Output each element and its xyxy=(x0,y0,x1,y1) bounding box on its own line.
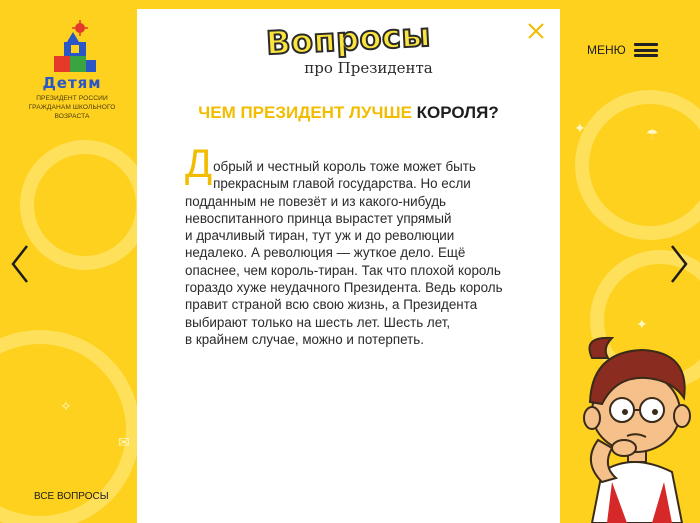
answer-line: гораздо хуже неудачного Президента. Ведь король xyxy=(185,280,503,296)
sparkle-icon: ✧ xyxy=(60,399,72,415)
menu-label: МЕНЮ xyxy=(587,43,626,57)
chevron-right-icon[interactable] xyxy=(668,244,690,284)
drop-cap: Д xyxy=(185,142,213,186)
menu-button[interactable] xyxy=(587,40,658,60)
answer-line: правит страной всю свою жизнь, а Президента xyxy=(185,297,478,313)
answer-line: невоспитанного принца вырастет упрямый xyxy=(185,210,452,226)
answer-line: и драчливый тиран, тут уж и до революции xyxy=(185,228,455,244)
background-swirl xyxy=(20,140,150,270)
question-title xyxy=(137,103,560,123)
answer-line: опаснее, чем король-тиран. Так что плохой король xyxy=(185,262,501,278)
logo-caption-line: ВОЗРАСТА xyxy=(54,113,90,120)
sparkle-icon: ✦ xyxy=(574,121,586,137)
logo-caption xyxy=(22,94,122,121)
background-swirl xyxy=(575,90,700,240)
answer-line: недалеко. А революция — жуткое дело. Ещё xyxy=(185,245,466,261)
chevron-left-icon[interactable] xyxy=(9,244,31,284)
brand-subtitle: про Президента xyxy=(304,59,433,77)
thinking-boy-illustration xyxy=(572,332,700,523)
logo[interactable] xyxy=(22,20,122,121)
logo-text: Детям xyxy=(42,74,102,92)
question-title-dark: КОРОЛЯ? xyxy=(416,103,499,122)
answer-line: подданным не повезёт и из какого-нибудь xyxy=(185,193,447,209)
logo-caption-line: ПРЕЗИДЕНТ РОССИИ xyxy=(36,95,108,102)
answer-line: в крайнем случае, можно и потерпеть. xyxy=(185,331,424,347)
question-title-accent: ЧЕМ ПРЕЗИДЕНТ ЛУЧШЕ xyxy=(198,103,412,122)
envelope-icon: ✉ xyxy=(118,435,130,451)
answer-line: прекрасным главой государства. Но если xyxy=(213,176,471,192)
sparkle-icon: ✦ xyxy=(636,317,648,333)
answer-line: обрый и честный король тоже может быть xyxy=(213,159,476,174)
question-card xyxy=(137,9,560,523)
logo-caption-line: ГРАЖДАНАМ ШКОЛЬНОГО xyxy=(28,104,116,111)
brand-title: Вопросы xyxy=(265,15,432,63)
section-brand xyxy=(137,15,560,77)
umbrella-icon: ☂ xyxy=(646,127,659,143)
all-questions-link[interactable]: ВСЕ ВОПРОСЫ xyxy=(34,491,109,502)
answer-text xyxy=(185,142,530,348)
answer-line: выбирают только на шесть лет. Шесть лет, xyxy=(185,314,451,330)
hamburger-icon xyxy=(634,43,658,57)
